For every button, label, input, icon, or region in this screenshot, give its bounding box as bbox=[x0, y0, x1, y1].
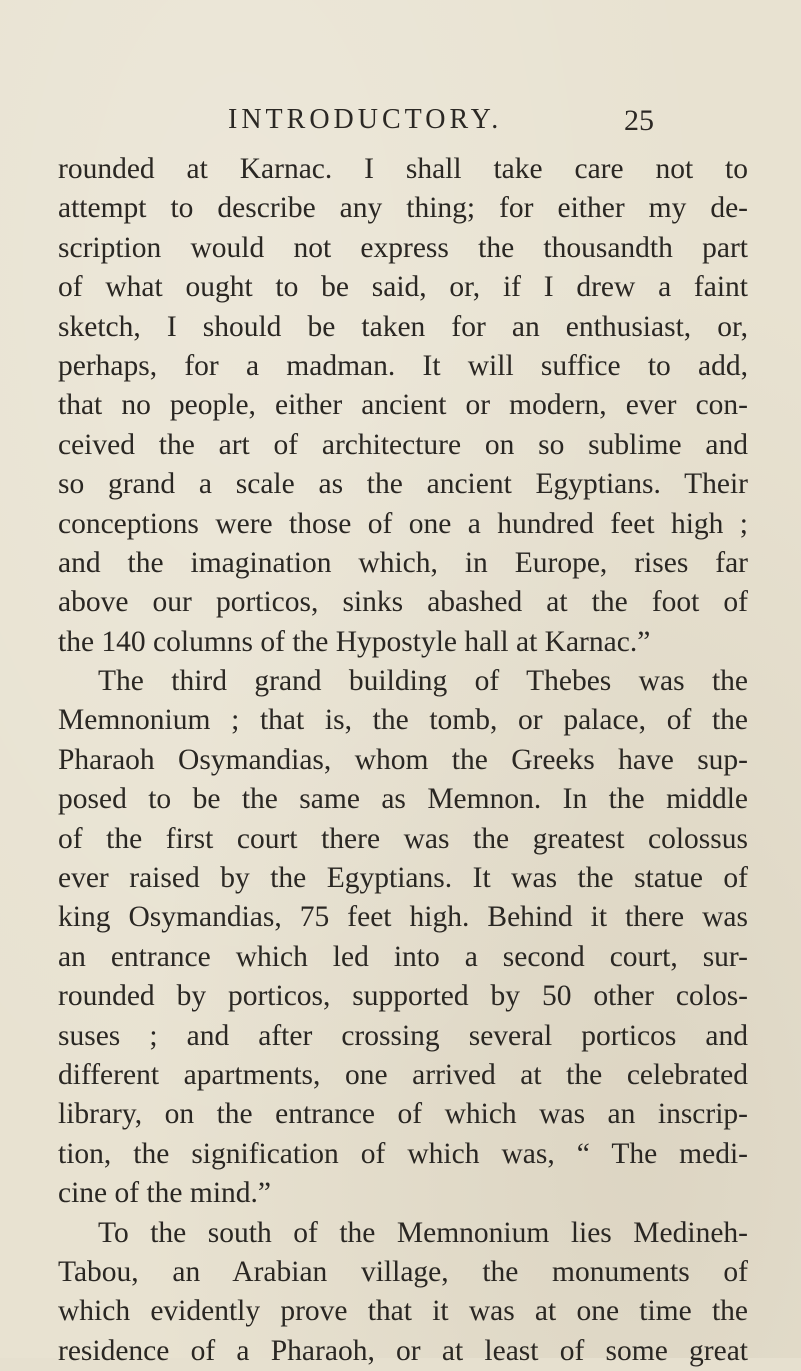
running-header bbox=[0, 104, 801, 144]
text-line: the 140 columns of the Hypostyle hall at Karnac.” bbox=[58, 625, 651, 658]
paragraph-start-line: To the south of the Memnonium lies Medineh- bbox=[98, 1216, 748, 1249]
text-line: residence of a Pharaoh, or at least of some great bbox=[58, 1334, 748, 1367]
text-line: posed to be the same as Memnon. In the middle bbox=[58, 783, 748, 816]
text-line: an entrance which led into a second court, sur- bbox=[58, 940, 748, 973]
text-line: suses ; and after crossing several porticos and bbox=[58, 1019, 748, 1052]
text-line: perhaps, for a madman. It will suffice to add, bbox=[58, 349, 748, 382]
text-line: Pharaoh Osymandias, whom the Greeks have sup- bbox=[58, 743, 748, 776]
text-line: rounded at Karnac. I shall take care not to bbox=[58, 153, 748, 185]
text-line: that no people, either ancient or modern, ever con- bbox=[58, 389, 748, 422]
text-line: Memnonium ; that is, the tomb, or palace, of the bbox=[58, 704, 748, 737]
text-line: so grand a scale as the ancient Egyptians. Their bbox=[58, 468, 748, 501]
text-line: which evidently prove that it was at one time the bbox=[58, 1295, 748, 1328]
text-line: of what ought to be said, or, if I drew a faint bbox=[58, 271, 748, 304]
text-line: sketch, I should be taken for an enthusiast, or, bbox=[58, 310, 748, 343]
text-line: rounded by porticos, supported by 50 other colos- bbox=[58, 980, 748, 1013]
running-title: INTRODUCTORY. bbox=[228, 104, 503, 135]
text-line: conceptions were those of one a hundred feet high ; bbox=[58, 507, 748, 540]
page-number: 25 bbox=[624, 104, 654, 137]
text-line: tion, the signification of which was, “ The medi- bbox=[58, 1137, 748, 1170]
text-line: above our porticos, sinks abashed at the foot of bbox=[58, 586, 748, 619]
paragraph-start-line: The third grand building of Thebes was the bbox=[98, 665, 748, 698]
text-line: king Osymandias, 75 feet high. Behind it there was bbox=[58, 901, 748, 934]
text-line: attempt to describe any thing; for either my de- bbox=[58, 192, 748, 225]
text-line: different apartments, one arrived at the celebrated bbox=[58, 1058, 748, 1091]
text-line: library, on the entrance of which was an inscrip- bbox=[58, 1098, 748, 1131]
text-line: of the first court there was the greatest colossus bbox=[58, 822, 748, 855]
body-text bbox=[58, 150, 748, 1371]
text-line: scription would not express the thousandth part bbox=[58, 231, 748, 264]
text-line: cine of the mind.” bbox=[58, 1177, 271, 1210]
text-line: and the imagination which, in Europe, rises far bbox=[58, 546, 748, 579]
text-line: ceived the art of architecture on so sublime and bbox=[58, 428, 748, 461]
text-line: ever raised by the Egyptians. It was the statue of bbox=[58, 862, 748, 895]
text-line: Tabou, an Arabian village, the monuments of bbox=[58, 1255, 748, 1288]
